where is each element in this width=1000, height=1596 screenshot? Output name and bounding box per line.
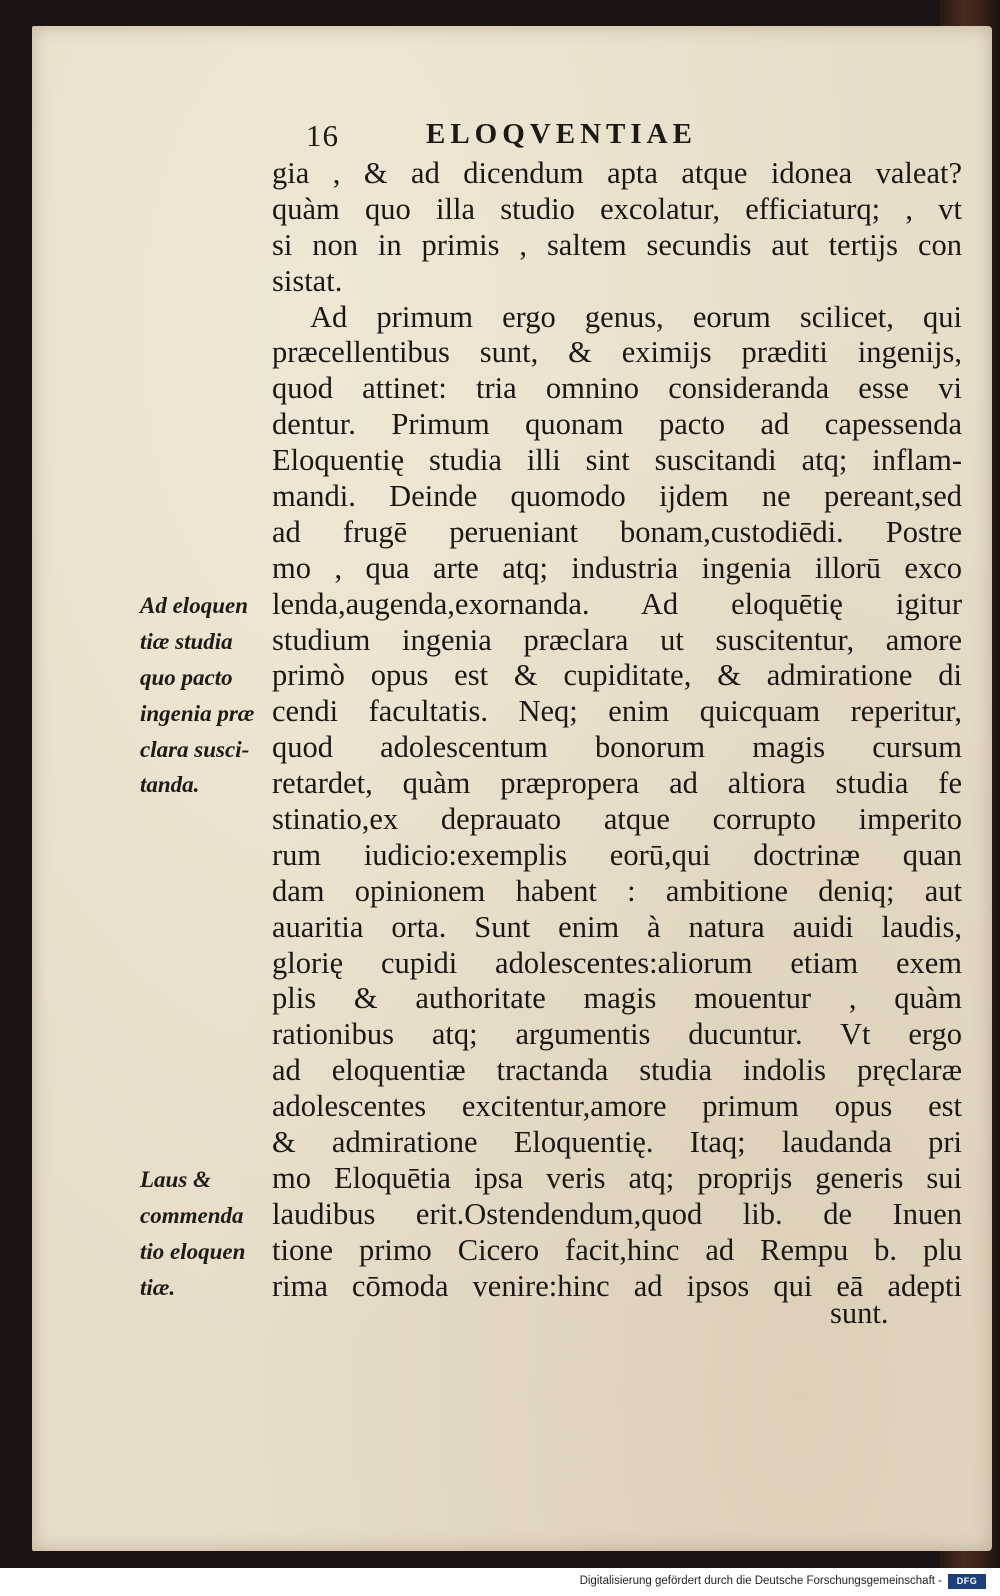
- text-line: retardet, quàm præpropera ad altiora studia fe: [272, 766, 962, 801]
- catchword: sunt.: [830, 1296, 889, 1330]
- text-line: quod adolescentum bonorum magis cursum: [272, 730, 962, 765]
- text-line: præcellentibus sunt, & eximijs præditi ingenijs,: [272, 335, 962, 370]
- text-line: mo , qua arte atq; industria ingenia illorū exco: [272, 550, 962, 585]
- marginal-note-line: tio eloquen: [140, 1238, 246, 1264]
- digitization-footer: [0, 1568, 1000, 1596]
- page-header: [306, 118, 766, 158]
- text-line: lenda,augenda,exornanda. Ad eloquētię igitur: [272, 586, 962, 621]
- text-line: laudibus erit.Ostendendum,quod lib. de Inuen: [272, 1196, 962, 1231]
- main-text: [272, 156, 962, 1305]
- text-line: mo Eloquētia ipsa veris atq; proprijs generis sui: [272, 1160, 962, 1195]
- marginal-note-line: tiæ studia: [140, 628, 233, 654]
- text-line: Ad primum ergo genus, eorum scilicet, qui: [310, 299, 962, 334]
- page-number: 16: [306, 118, 339, 153]
- marginal-note-line: Ad eloquen: [140, 593, 248, 618]
- text-line: glorię cupidi adolescentes:aliorum etiam exem: [272, 945, 962, 980]
- text-line: Eloquentię studia illi sint suscitandi atq; inflam-: [272, 443, 962, 478]
- text-line: dam opinionem habent : ambitione deniq; aut: [272, 873, 962, 908]
- text-line: rum iudicio:exemplis eorū,qui doctrinæ quan: [272, 837, 962, 872]
- marginal-note: [140, 1162, 290, 1306]
- text-line: plis & authoritate magis mouentur , quàm: [272, 981, 962, 1016]
- marginal-note-line: quo pacto: [140, 664, 233, 690]
- text-line: sistat.: [272, 263, 343, 298]
- marginal-note: [140, 588, 290, 803]
- text-line: & admiratione Eloquentię. Itaq; laudanda pri: [272, 1125, 962, 1160]
- marginal-note-line: Laus &: [140, 1167, 211, 1192]
- running-head: ELOQVENTIAE: [426, 118, 697, 150]
- text-line: studium ingenia præclara ut suscitentur, amore: [272, 622, 962, 657]
- text-line: ad frugē perueniant bonam,custodiēdi. Postre: [272, 514, 962, 549]
- text-line: mandi. Deinde quomodo ijdem ne pereant,sed: [272, 479, 962, 514]
- marginal-note-line: tiæ.: [140, 1274, 176, 1300]
- text-line: rima cōmoda venire:hinc ad ipsos qui eā adepti: [272, 1268, 962, 1303]
- marginal-note-line: tanda.: [140, 772, 200, 798]
- text-line: stinatio,ex deprauato atque corrupto imperito: [272, 802, 962, 837]
- text-line: adolescentes excitentur,amore primum opus est: [272, 1089, 962, 1124]
- text-line: tione primo Cicero facit,hinc ad Rempu b. plu: [272, 1232, 962, 1267]
- text-line: primò opus est & cupiditate, & admiratione di: [272, 658, 962, 693]
- marginal-note-line: ingenia præ: [140, 700, 255, 726]
- marginal-note-line: clara susci-: [140, 736, 250, 762]
- text-line: gia , & ad dicendum apta atque idonea valeat?: [272, 156, 962, 190]
- text-line: dentur. Primum quonam pacto ad capessenda: [272, 407, 962, 442]
- funding-credit: Digitalisierung gefördert durch die Deutsche Forschungsgemeinschaft -: [579, 1575, 942, 1587]
- text-line: si non in primis , saltem secundis aut tertijs con: [272, 227, 962, 262]
- marginal-note-line: commenda: [140, 1202, 244, 1228]
- text-line: quod attinet: tria omnino consideranda esse vi: [272, 371, 962, 406]
- text-line: rationibus atq; argumentis ducuntur. Vt ergo: [272, 1017, 962, 1052]
- text-line: cendi facultatis. Neq; enim quicquam reperitur,: [272, 694, 962, 729]
- dfg-logo: DFG: [948, 1574, 986, 1589]
- text-line: ad eloquentiæ tractanda studia indolis pręclaræ: [272, 1053, 962, 1088]
- text-line: quàm quo illa studio excolatur, efficiaturq; , vt: [272, 191, 962, 226]
- text-line: auaritia orta. Sunt enim à natura auidi laudis,: [272, 909, 962, 944]
